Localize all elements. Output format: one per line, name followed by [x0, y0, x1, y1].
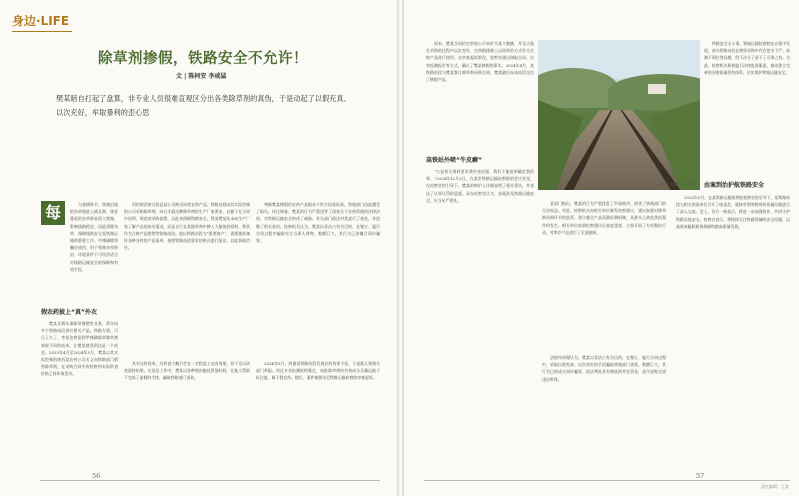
body-text: 某部门指出，樊某的行为严重扰乱了市场秩序，损害了铁路部门的合法权益。对此，检察机关向相关单位制发检察建议，建议加强对除草剂采购环节的监管，建立健全产品质量检测机制，从源头上防范类似案件的发生。相关单位收到检察建议后高度重视，立即开展了专项整治行动，对库存产品进行了全面抽检。 — [542, 201, 666, 235]
section-tag: 身边·LIFE — [12, 14, 70, 28]
body-column-1b — [41, 320, 118, 470]
photo-building — [648, 84, 666, 94]
drop-cap: 每 — [41, 201, 65, 225]
spine-gutter — [397, 0, 404, 496]
photo-caption: (图片来源：CFP) — [659, 183, 695, 188]
page-number-right: 57 — [696, 472, 705, 480]
body-text: 2025年5月，在某铁路运输检察院检察官的引导下，某铁路站段与相关供货单位召开了座谈会，就除草剂等物资的质量问题进行了深入交流。会上，各方一致表示，将进一步加强协作，共同守护铁路沿线安全。检察官表示，将持续关注铁路领域的安全问题，以高质效履职服务保障铁路高质量发展。 — [676, 195, 790, 229]
article-title: 除草剂掺假，铁路安全不允许！ — [98, 51, 308, 67]
body-column-3a — [256, 201, 380, 356]
railway-track-photo — [538, 40, 700, 190]
body-column-4a — [426, 40, 534, 150]
section-rule — [12, 31, 72, 32]
footer-note: 责任编辑：王某 — [761, 484, 789, 489]
body-column-5a — [542, 200, 666, 350]
byline: 文 | 陈柯安 李咸猛 — [176, 73, 227, 80]
body-column-6b — [676, 194, 790, 470]
body-column-4b — [426, 168, 534, 470]
body-text: 樊某长期从事除草剂销售业务，常年向多个铁路站段供应相关产品。铁路方面，可日子久了，李某也察觉到甲喹磷除草除草剂效果不同的成本，让樊某感受到这是一个机会。2023年4月至2024年5月，樊某以其实际控制的陕西某农药公司名义向铁路部门销售除草剂，在采购合同中的价格和实际供货价格之间牟取差价。 — [41, 321, 118, 377]
body-text: “公安机关那样要求我补充证据，我们不能说明确定我的罪。”2024年12月5日，在某市铁路运输检察院的会议室里，在检察官的引导下，樊某的辩护人详细说明了相关事实，并表达了认罪认罚的意愿。承办检察官认为，该案涉及铁路运输安全，应当从严惩处。 — [426, 169, 534, 203]
subhead-case-to-governance: 由案到治护航铁路安全 — [704, 182, 765, 189]
body-column-3b — [256, 360, 380, 470]
body-column-2b — [124, 360, 250, 470]
body-column-5b — [542, 354, 666, 470]
body-text: 当春耕时节，铁路沿线的杂草便进入疯长期，肆意蔓延的杂草除易侵入铁路，影响线路稳定，因此清除杂草、保障线路安全是铁路运输的重要工作。甲喹磷除草醚好使用，用于铁路杂草防治，环境条件下可经济适合对线路运输安全的保障和有效手段。 — [70, 202, 118, 272]
body-text: 其实这样说来，这样说大概只会在一定程度上达成效果，但不足以改变最终结果。在某处工作中，樊某以各种理由拖延供货时间，在他人帮助下完成了虚假的手续，骗取铁路部门货款。 — [124, 361, 250, 381]
body-text: 原本，樊某合同约定的每公斤单价为某个数额，并且让他在采购的过程中以次充好，在铁路线路上以同样的方式作为合格产品进行使用。在审查起诉阶段，检察官通过调取合同、比对检测报告等方式，确认了樊某掺假的事实。2024年4月，某铁路站段与樊某签订除草剂采购合同，樊某随后向该站段交付了掺假产品。 — [426, 41, 534, 83]
subhead-fake-pesticide: 假农药披上“真”外衣 — [41, 309, 97, 316]
left-page — [0, 0, 397, 496]
body-text: 铁路安全无小事。铁路运输检察院在办案中发现，部分铁路站段在物资采购中存在把关不严、检测不到位等问题，给不法分子留下了可乘之机。为此，检察机关积极履行法律监督职责，推动建立完善的采购质量管控体系，切实维护铁路运输安全。 — [704, 41, 790, 75]
body-column-2a — [124, 201, 250, 356]
subhead-high-speed-station: 高铁站外喷“牛皮癣” — [426, 157, 482, 164]
body-text: 用的陕西省合阳县某公司购买同类农药产品，铁路站段向其实际控制的公司采购除草剂，向方才就这种除草剂的生产厂家要求，以便于在合同中说明，规范的采购流程，以此来保障铁路安全。然而樊某从未向生产厂家了解产品的真实情况，而是自行在某除草剂中掺入大量低价原料，将其作为合格产品销售给铁路站段。他以铁路站段为“重要客户”，需要提前备好各种各样的产品清单，按照铁路站段要求的格式进行报送，以此获取信任。 — [124, 202, 250, 251]
photo-hill — [538, 68, 618, 108]
page-number-left: 56 — [92, 472, 101, 480]
body-column-1a — [70, 201, 118, 301]
body-text: 法院经审理认为，樊某以非法占有为目的，在签订、履行合同过程中，采取以假充真、以次充好的手段骗取铁路部门货款，数额巨大，其行为已构成合同诈骗罪，依法判处其有期徒刑并处罚金，责令退赔全部违法所得。 — [542, 355, 666, 382]
body-column-6a — [704, 40, 790, 175]
footer-rule — [424, 480, 790, 481]
footer-rule — [40, 480, 380, 481]
body-text: 2024年5月，阿旗某铁路站段发现农药效果不佳，于是派人到相关部门举报。经过专业检测机构鉴定，该批除草剂的有效成分含量远低于标注值，属于假农药。随后，案件被移送至铁路运输检察院审查起诉。 — [256, 361, 380, 381]
body-text: 判断樊某掺假的农药产品根本不符合国家标准，铁路部门由此遭受了损失。经过调查，樊某的行为严重违背了国家关于农药管理的法律法规，对铁路运输安全构成了威胁。有关部门依法对其进行了查处，并追缴了相关款项。检察机关认为，樊某以非法占有为目的，在签订、履行合同过程中骗取对方当事人财物，数额巨大，其行为已涉嫌合同诈骗罪。 — [256, 202, 380, 244]
lead-paragraph: 樊某暗自打起了盘算，非专业人员很难直观区分出各类除草剂的真伪，于是动起了以假充真、以次充好，牟取暴利的歪心思 — [56, 94, 351, 117]
